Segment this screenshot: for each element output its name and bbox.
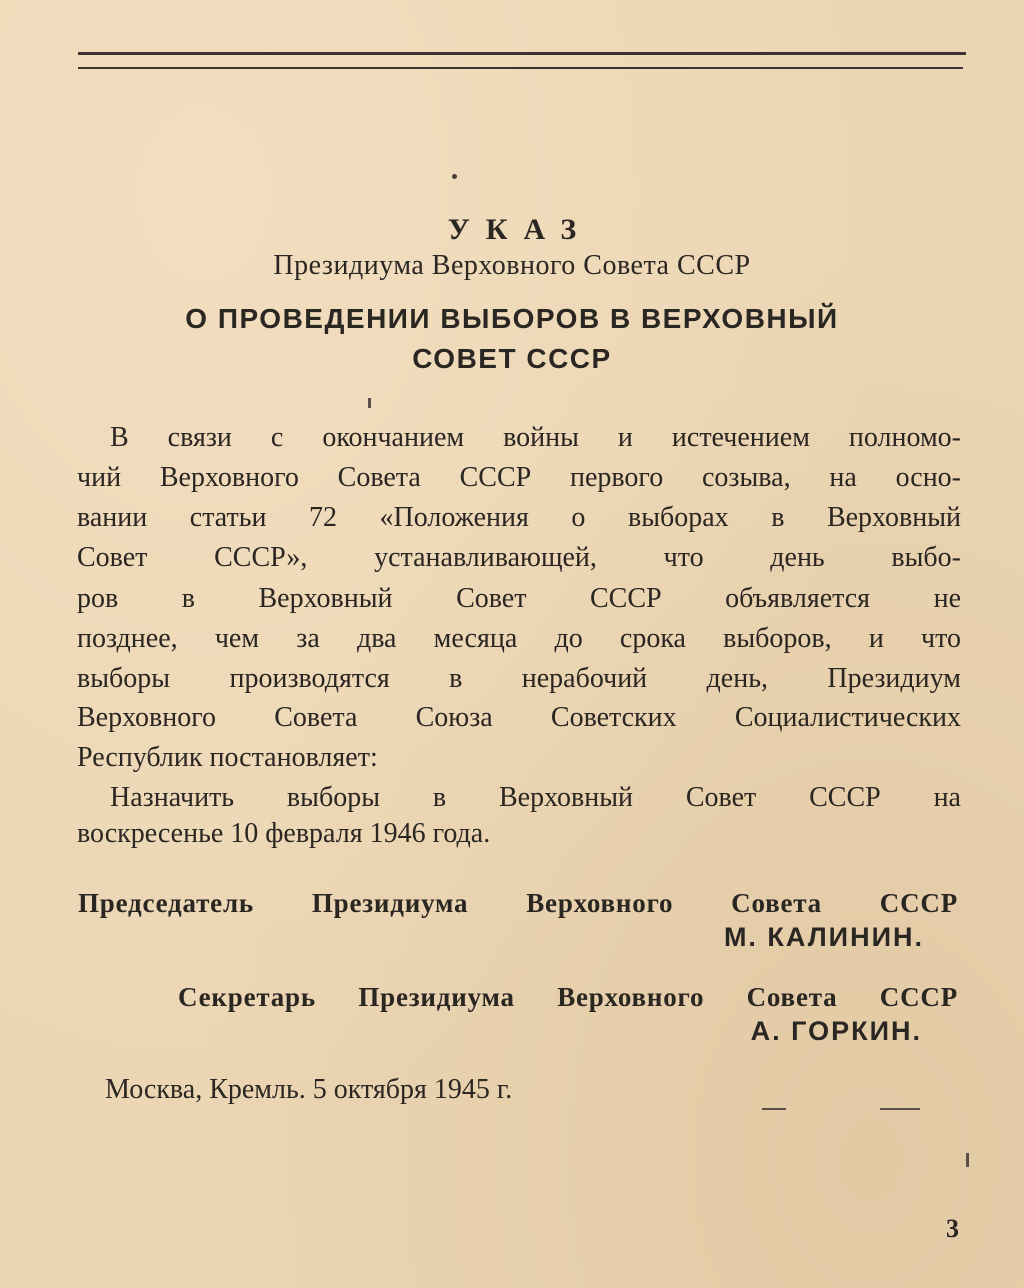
- body-line: Совет СССР», устанавливающей, что день выбо-: [77, 542, 961, 573]
- decree-heading: УКАЗ: [447, 213, 593, 246]
- top-rule-secondary: [78, 67, 963, 69]
- top-rule: [78, 52, 966, 55]
- chairman-title: Председатель Президиума Верховного Совета СССР: [78, 888, 958, 918]
- secretary-title: Секретарь Президиума Верховного Совета СССР: [178, 982, 958, 1012]
- issuer-line: Президиума Верховного Совета СССР: [273, 250, 751, 281]
- place-and-date: Москва, Кремль. 5 октября 1945 г.: [105, 1074, 513, 1105]
- body-line: воскресенье 10 февраля 1946 года.: [77, 818, 491, 849]
- print-speck: [880, 1108, 920, 1110]
- page-number: 3: [946, 1214, 959, 1243]
- body-line: вании статьи 72 «Положения о выборах в Верховный: [77, 502, 961, 533]
- print-speck: [966, 1153, 969, 1167]
- chairman-name: М. КАЛИНИН.: [723, 922, 924, 952]
- body-line: Назначить выборы в Верховный Совет СССР на: [110, 782, 961, 813]
- body-line: ров в Верховный Совет СССР объявляется не: [77, 583, 961, 614]
- decree-title-line-1: О ПРОВЕДЕНИИ ВЫБОРОВ В ВЕРХОВНЫЙ: [185, 303, 839, 334]
- body-line: В связи с окончанием войны и истечением полномо-: [110, 422, 961, 453]
- body-line-resolution: Республик постановляет:: [77, 742, 378, 773]
- body-line: выборы производятся в нерабочий день, Президиум: [77, 663, 961, 694]
- print-speck: [762, 1108, 786, 1110]
- print-speck: [452, 174, 457, 179]
- body-line: чий Верховного Совета СССР первого созыва, на осно-: [77, 462, 961, 493]
- body-line: Верховного Совета Союза Советских Социалистических: [77, 702, 961, 733]
- print-speck: [368, 398, 371, 408]
- decree-title-line-2: СОВЕТ СССР: [412, 343, 612, 374]
- body-line: позднее, чем за два месяца до срока выборов, и что: [77, 623, 961, 654]
- secretary-name: А. ГОРКИН.: [750, 1016, 922, 1046]
